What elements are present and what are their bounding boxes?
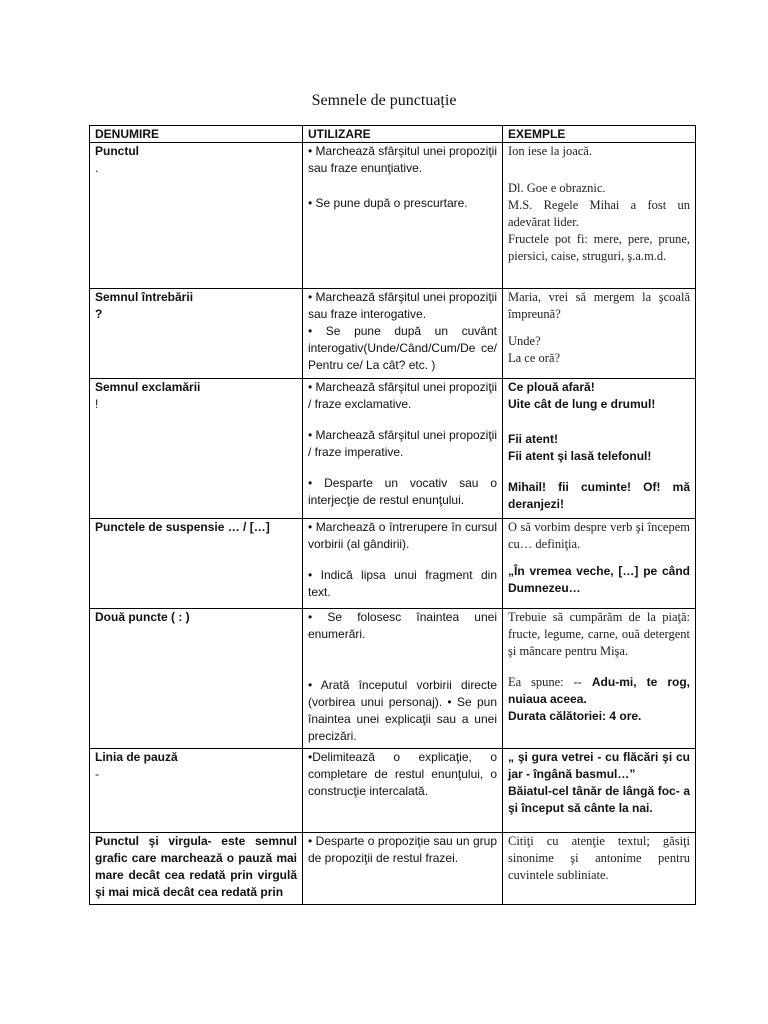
table-row (90, 833, 696, 905)
use-item: • Desparte un vocativ sau o interjecţie de restul enunţului. (308, 476, 497, 507)
example-item: Ion iese la joacă. (508, 144, 592, 158)
table-row (90, 609, 696, 749)
row-name-cell (90, 833, 303, 905)
use-item: • Indică lipsa unui fragment din text. (308, 568, 497, 599)
example-item: Unde? (508, 334, 541, 348)
row-name: Punctul (95, 144, 139, 158)
use-item: • Marchează sfârşitul unei propoziţii sau fraze enunţiative. (308, 144, 497, 175)
row-use-cell (303, 379, 503, 519)
row-use-cell (303, 833, 503, 905)
row-sign: ! (95, 397, 99, 411)
row-example-cell (503, 519, 696, 609)
example-item: Dl. Goe e obraznic. (508, 181, 606, 195)
document-title: Semnele de punctuație (311, 92, 457, 109)
example-item: Trebuie să cumpărăm de la piaţă: fructe, legume, carne, ouă detergent şi mâncare pentru Mişa. (508, 610, 690, 658)
row-example-cell (503, 749, 696, 833)
row-name-cell (90, 749, 303, 833)
example-item: Fructele pot fi: mere, pere, prune, piersici, caise, struguri, ş.a.m.d. (508, 232, 690, 263)
row-name: Punctul şi virgula- este semnul grafic care marchează o pauză mai mare decât cea redată prin virgulă şi mai mică decât cea redată prin (95, 834, 297, 899)
row-sign: ? (95, 307, 103, 321)
use-item: • Marchează o întrerupere în cursul vorbirii (al gândirii). (308, 520, 497, 551)
row-example-cell (503, 143, 696, 289)
example-item: Uite cât de lung e drumul! (508, 397, 656, 411)
table-row (90, 289, 696, 379)
row-name-cell (90, 519, 303, 609)
example-item: Ce plouă afară! (508, 380, 595, 394)
example-item: O să vorbim despre verb şi începem cu… definiţia. (508, 520, 690, 551)
row-name: Două puncte ( : ) (95, 610, 190, 624)
row-name-cell (90, 289, 303, 379)
example-item: Adu-mi, te rog, nuiaua aceea. (508, 675, 690, 706)
row-name: Semnul întrebării (95, 290, 194, 304)
example-item: Maria, vrei să mergem la şcoală împreună? (508, 290, 690, 321)
use-item: • Marchează sfârşitul unei propoziţii sau fraze interogative. (308, 290, 497, 321)
use-item: • Marchează sfârşitul unei propoziţii / fraze exclamative. (308, 380, 497, 411)
use-item: • Se pune după un cuvânt interogativ(Unde/Când/Cum/De ce/ Pentru ce/ La cât? etc. ) (308, 324, 497, 372)
example-item: M.S. Regele Mihai a fost un adevărat lider. (508, 198, 690, 229)
row-name: Linia de pauză (95, 750, 178, 764)
example-item: Fii atent! (508, 432, 558, 446)
row-use-cell (303, 519, 503, 609)
use-item: • Se pune după o prescurtare. (308, 196, 468, 210)
table-header-row (90, 126, 696, 143)
use-item: •Delimitează o explicaţie, o completare de restul enunţului, o construcţie intercalată. (308, 750, 497, 798)
example-item: „ şi gura vetrei - cu flăcări şi cu jar - îngână basmul…” (508, 750, 690, 781)
row-name: Punctele de suspensie … / […] (95, 520, 270, 534)
example-item: Mihail! fii cuminte! Of! mă deranjezi! (508, 480, 690, 511)
row-example-cell (503, 833, 696, 905)
header-utilizare: UTILIZARE (303, 126, 503, 143)
use-item: • Se folosesc înaintea unei enumerări. (308, 610, 497, 641)
row-name: Semnul exclamării (95, 380, 201, 394)
row-sign: - (95, 767, 99, 781)
use-item: • Desparte o propoziţie sau un grup de propoziţii de restul frazei. (308, 834, 497, 865)
row-name-cell (90, 609, 303, 749)
row-sign: . (95, 161, 99, 175)
table-row (90, 749, 696, 833)
row-use-cell (303, 289, 503, 379)
example-item: „În vremea veche, […] pe când Dumnezeu… (508, 564, 690, 595)
table-row (90, 379, 696, 519)
punctuation-table (89, 125, 696, 905)
use-item: • Arată începutul vorbirii directe (vorbirea unui personaj). • Se pun înaintea unei explicaţii sau a unei precizări. (308, 678, 497, 743)
example-item: Citiţi cu atenţie textul; găsiţi sinonime şi antonime pentru cuvintele subliniate. (508, 834, 690, 882)
row-name-cell (90, 379, 303, 519)
row-example-cell (503, 609, 696, 749)
row-use-cell (303, 749, 503, 833)
row-example-cell (503, 379, 696, 519)
header-exemple: EXEMPLE (503, 126, 696, 143)
example-item: Durata călătoriei: 4 ore. (508, 709, 642, 723)
use-item: • Marchează sfârşitul unei propoziţii / fraze imperative. (308, 428, 497, 459)
example-item: Fii atent şi lasă telefonul! (508, 449, 652, 463)
row-name-cell (90, 143, 303, 289)
row-use-cell (303, 143, 503, 289)
header-denumire: DENUMIRE (90, 126, 303, 143)
row-example-cell (503, 289, 696, 379)
example-item: Băiatul-cel tânăr de lângă foc- a şi început să cânte la nai. (508, 784, 690, 815)
table-row (90, 143, 696, 289)
example-item: Ea spune: -- (508, 675, 582, 689)
row-use-cell (303, 609, 503, 749)
example-item: La ce oră? (508, 351, 561, 365)
table-row (90, 519, 696, 609)
